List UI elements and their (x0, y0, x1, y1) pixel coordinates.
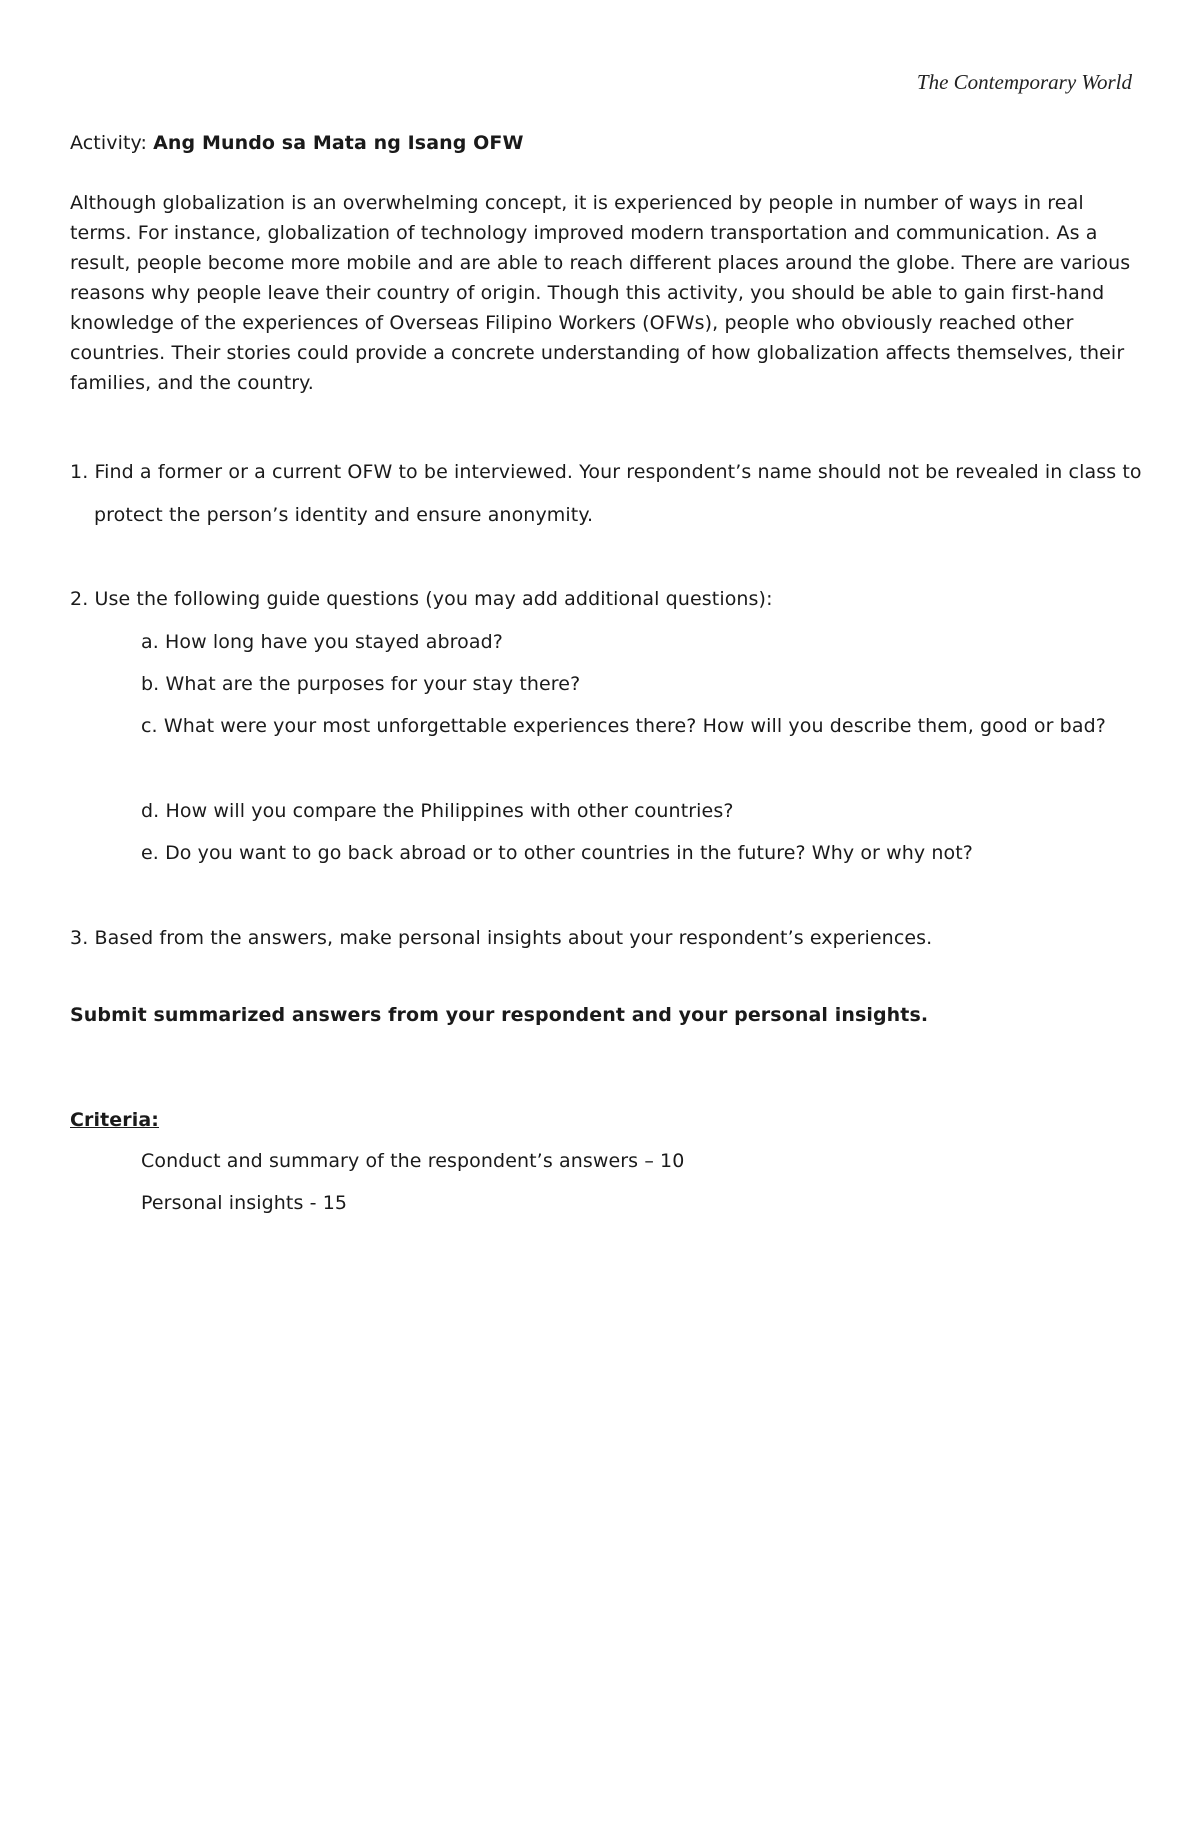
intro-paragraph: Although globalization is an overwhelming concept, it is experienced by people in number of ways in real terms. For instance, globalization of technology improved modern transportation and communication. As a result, people become more mobile and are able to reach different places around the globe. There are various reasons why people leave their country of origin. Though this activity, you should be able to gain first-hand knowledge of the experiences of Overseas Filipino Workers (OFWs), people who obviously reached other countries. Their stories could provide a concrete understanding of how globalization affects themselves, their families, and the country. (70, 192, 1131, 394)
activity-title: Ang Mundo sa Mata ng Isang OFW (153, 132, 524, 154)
question-text: What are the purposes for your stay there? (165, 673, 581, 695)
guide-question-a (141, 621, 1151, 664)
guide-question-b (141, 663, 1151, 706)
guide-question-c (141, 705, 1151, 748)
page-header: The Contemporary World (916, 70, 1132, 94)
activity-label: Activity: (70, 132, 147, 154)
instruction-item-1 (70, 451, 1164, 537)
question-letter: d. (141, 800, 160, 822)
criteria-heading: Criteria: (70, 1109, 159, 1131)
instruction-number: 1. (70, 461, 89, 483)
instruction-number: 2. (70, 588, 89, 610)
guide-question-d (141, 790, 1151, 833)
criteria-item-2: Personal insights - 15 (141, 1192, 348, 1214)
question-text: How will you compare the Philippines with other countries? (165, 800, 734, 822)
instruction-item-3 (70, 917, 1164, 960)
instruction-text: Find a former or a current OFW to be interviewed. Your respondent’s name should not be revealed in class to protect the person’s identity and ensure anonymity. (94, 461, 1142, 526)
question-text: What were your most unforgettable experiences there? How will you describe them, good or bad? (163, 715, 1106, 737)
question-text: How long have you stayed abroad? (165, 631, 503, 653)
guide-question-e (141, 832, 1151, 875)
instruction-number: 3. (70, 927, 89, 949)
submit-note: Submit summarized answers from your respondent and your personal insights. (70, 1004, 929, 1026)
question-letter: a. (141, 631, 159, 653)
instruction-item-2 (70, 578, 1164, 621)
question-letter: b. (141, 673, 160, 695)
criteria-item-1: Conduct and summary of the respondent’s answers – 10 (141, 1150, 685, 1172)
question-text: Do you want to go back abroad or to other countries in the future? Why or why not? (165, 842, 973, 864)
instruction-text: Based from the answers, make personal insights about your respondent’s experiences. (94, 927, 933, 949)
question-letter: e. (141, 842, 159, 864)
activity-title-line (70, 128, 524, 158)
instruction-text: Use the following guide questions (you may add additional questions): (94, 588, 773, 610)
question-letter: c. (141, 715, 158, 737)
